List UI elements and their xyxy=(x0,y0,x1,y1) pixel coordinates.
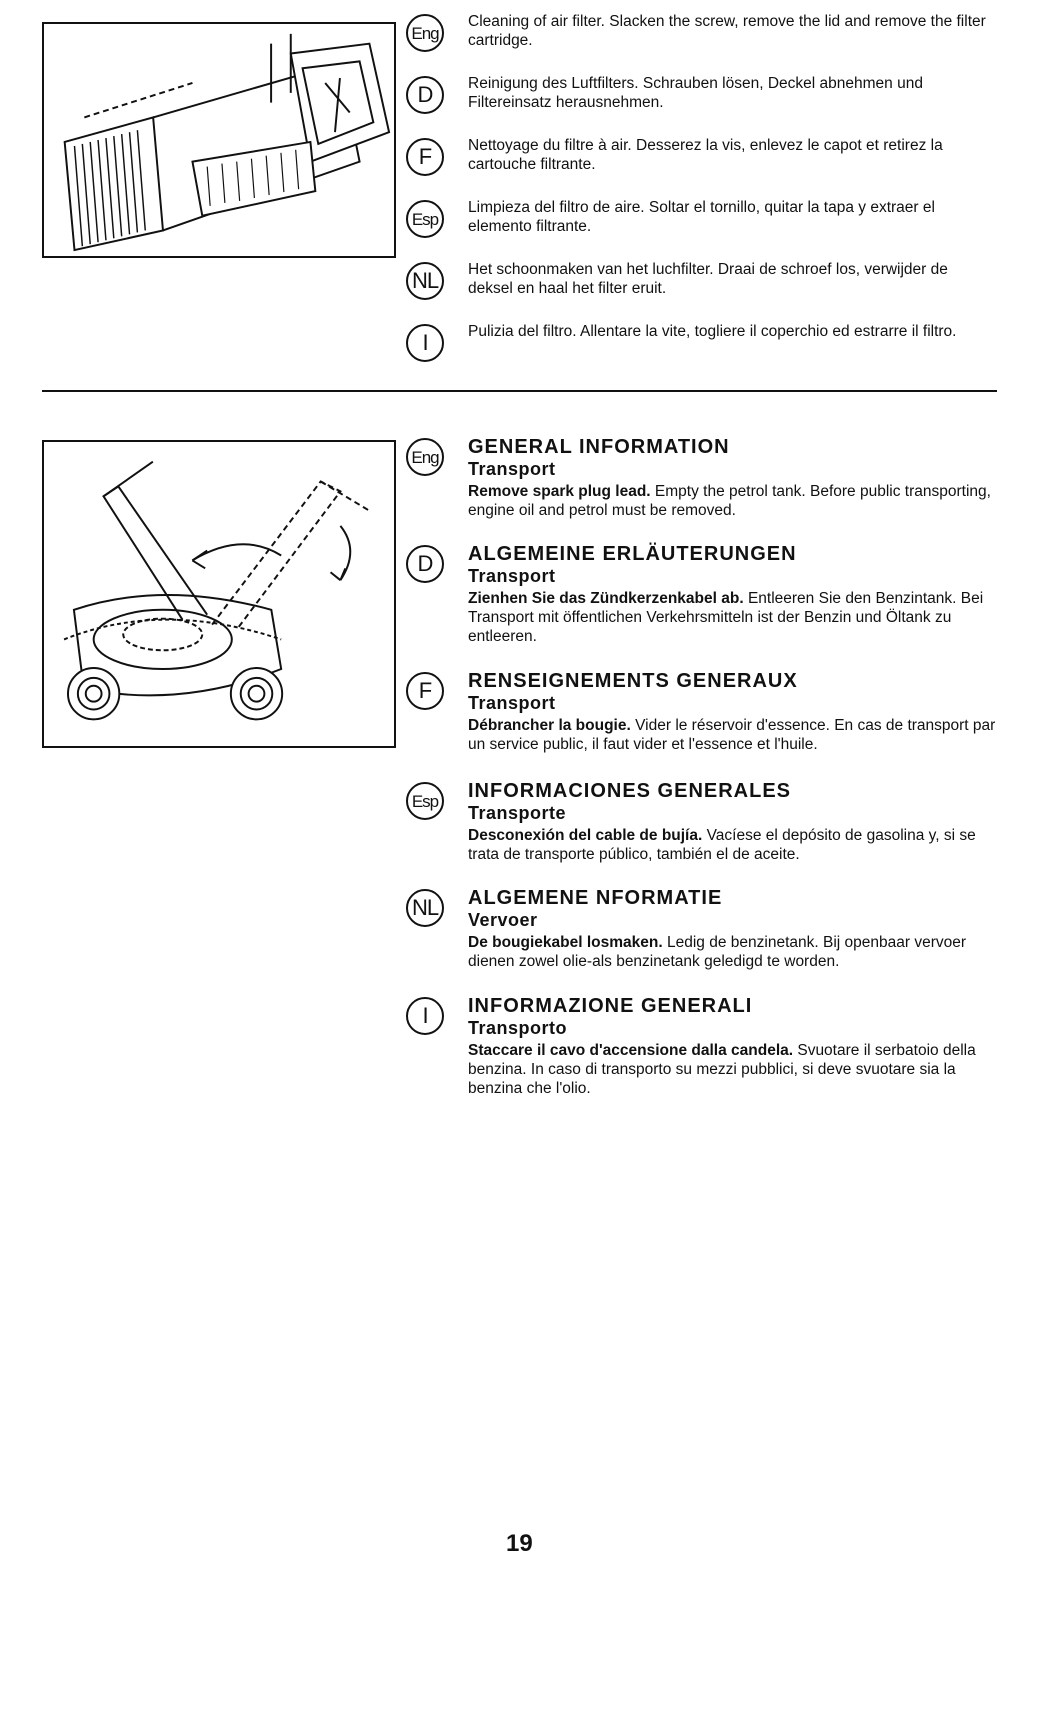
language-badge-eng: Eng xyxy=(406,438,444,476)
air-filter-illustration xyxy=(42,22,396,258)
section-body xyxy=(468,716,1002,754)
section-subheading: Transport xyxy=(468,566,556,586)
section-body-text: Ledig de benzinetank. Bij openbaar vervoer dienen zowel olie-als benzinetank geledigd te worden. xyxy=(468,934,967,970)
lawn-mower-drawing xyxy=(44,442,394,746)
air-filter-drawing xyxy=(44,24,394,256)
section-body xyxy=(468,589,1002,646)
instruction-item-d xyxy=(406,74,996,130)
section-heading: RENSEIGNEMENTS GENERAUX xyxy=(468,670,798,692)
section-body-lead: Staccare il cavo d'accensione dalla candela. xyxy=(468,1042,794,1059)
section-heading: ALGEMEINE ERLÄUTERUNGEN xyxy=(468,543,797,565)
page-number: 19 xyxy=(506,1530,533,1557)
section-heading: INFORMAZIONE GENERALI xyxy=(468,995,753,1017)
section-heading: INFORMACIONES GENERALES xyxy=(468,780,792,802)
language-badge-f: F xyxy=(406,138,444,176)
section-body xyxy=(468,933,1002,971)
instruction-text: Cleaning of air filter. Slacken the screw, remove the lid and remove the filter cartridge. xyxy=(468,13,986,49)
section-body-text: Vider le réservoir d'essence. En cas de transport par un service public, il faut vider et l'essence et l'huile. xyxy=(468,717,996,753)
lawn-mower-illustration xyxy=(42,440,396,748)
instruction-item-eng xyxy=(406,12,996,68)
section-subheading: Transport xyxy=(468,693,556,713)
section-body-lead: Desconexión del cable de bujía. xyxy=(468,827,703,844)
section-subheading: Transport xyxy=(468,459,556,479)
transport-section-esp xyxy=(406,780,1002,885)
language-badge-esp: Esp xyxy=(406,782,444,820)
language-badge-f: F xyxy=(406,672,444,710)
section-body-text: Vacíese el depósito de gasolina y, si se trata de transporte público, también el de aceite. xyxy=(468,827,976,863)
section-body-lead: Zienhen Sie das Zündkerzenkabel ab. xyxy=(468,590,744,607)
section-body xyxy=(468,482,1002,520)
language-badge-i: I xyxy=(406,324,444,362)
section-heading: ALGEMENE NFORMATIE xyxy=(468,887,723,909)
language-badge-i: I xyxy=(406,997,444,1035)
section-subheading: Vervoer xyxy=(468,910,538,930)
language-badge-d: D xyxy=(406,545,444,583)
air-filter-instructions xyxy=(406,12,1002,372)
section-heading: GENERAL INFORMATION xyxy=(468,436,730,458)
transport-section-eng xyxy=(406,436,1002,541)
section-divider xyxy=(42,390,997,392)
language-badge-eng: Eng xyxy=(406,14,444,52)
instruction-text: Het schoonmaken van het luchfilter. Draai de schroef los, verwijder de deksel en haal het filter eruit. xyxy=(468,261,948,297)
section-body xyxy=(468,1041,1002,1098)
transport-section-f xyxy=(406,670,1002,775)
section-body-lead: De bougiekabel losmaken. xyxy=(468,934,663,951)
instruction-item-esp xyxy=(406,198,996,254)
instruction-text: Limpieza del filtro de aire. Soltar el tornillo, quitar la tapa y extraer el elemento filtrante. xyxy=(468,199,935,235)
instruction-item-f xyxy=(406,136,996,192)
section-subheading: Transporte xyxy=(468,803,567,823)
language-badge-nl: NL xyxy=(406,889,444,927)
instruction-item-i xyxy=(406,322,996,378)
instruction-text: Nettoyage du filtre à air. Desserez la vis, enlevez le capot et retirez la cartouche filtrante. xyxy=(468,137,943,173)
transport-section-i xyxy=(406,995,1002,1100)
section-body-lead: Débrancher la bougie. xyxy=(468,717,631,734)
transport-section-d xyxy=(406,543,1002,648)
instruction-text: Pulizia del filtro. Allentare la vite, togliere il coperchio ed estrarre il filtro. xyxy=(468,323,957,340)
section-body-text: Entleeren Sie den Benzintank. Bei Transport mit öffentlichen Verkehrsmitteln ist der Benzin und Öltank zu entleeren. xyxy=(468,590,984,645)
language-badge-d: D xyxy=(406,76,444,114)
section-body-text: Svuotare il serbatoio della benzina. In caso di transporto su mezzi pubblici, si deve svuotare sia la benzina che l'olio. xyxy=(468,1042,976,1097)
section-body-text: Empty the petrol tank. Before public transporting, engine oil and petrol must be removed. xyxy=(468,483,991,519)
section-subheading: Transporto xyxy=(468,1018,568,1038)
transport-section-nl xyxy=(406,887,1002,992)
section-body-lead: Remove spark plug lead. xyxy=(468,483,651,500)
section-body xyxy=(468,826,1002,864)
instruction-text: Reinigung des Luftfilters. Schrauben lösen, Deckel abnehmen und Filtereinsatz herausnehmen. xyxy=(468,75,923,111)
instruction-item-nl xyxy=(406,260,996,316)
language-badge-nl: NL xyxy=(406,262,444,300)
language-badge-esp: Esp xyxy=(406,200,444,238)
